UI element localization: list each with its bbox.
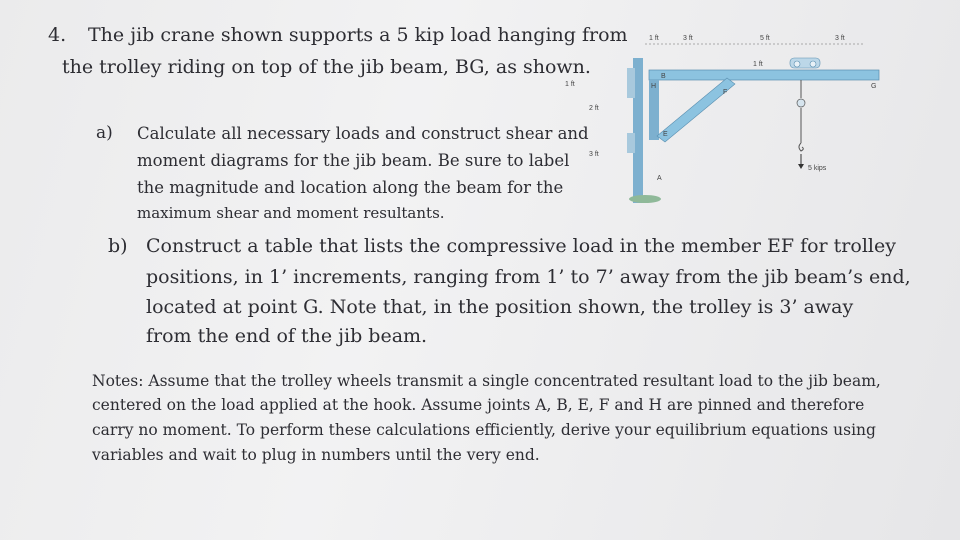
- label-h: H: [651, 83, 657, 90]
- dim-top-1ft: 1 ft: [649, 35, 659, 42]
- jib-crane-figure: [565, 28, 895, 203]
- load-arrow-head-icon: [798, 164, 804, 169]
- question-text-line-2: the trolley riding on top of the jib beam, BG, as shown.: [62, 56, 591, 78]
- trolley-wheel-right-icon: [810, 61, 816, 67]
- mast-bracket-top: [627, 68, 635, 98]
- dim-top-3ft: 3 ft: [683, 35, 693, 42]
- label-b: B: [661, 73, 666, 80]
- dim-left-1ft: 1 ft: [565, 81, 575, 88]
- jib-beam-bg: [649, 70, 879, 80]
- base-support: [629, 195, 661, 203]
- trolley-wheel-left-icon: [794, 61, 800, 67]
- label-a: A: [657, 175, 662, 182]
- label-f: F: [723, 89, 728, 96]
- dim-top-5ft: 5 ft: [760, 35, 770, 42]
- label-g: G: [871, 83, 877, 90]
- load-label: 5 kips: [808, 165, 827, 172]
- part-b-label: b): [108, 235, 128, 257]
- dim-left-3ft: 3 ft: [589, 151, 599, 158]
- mast-bracket-mid: [627, 133, 635, 153]
- notes-line-3: carry no moment. To perform these calculations efficiently, derive your equilibrium equations using: [92, 421, 876, 439]
- notes-line-4: variables and wait to plug in numbers until the very end.: [92, 446, 540, 464]
- hoist-block-icon: [797, 99, 805, 107]
- hook-icon: [799, 143, 803, 151]
- strut-ef: [657, 78, 735, 142]
- part-b-line-3: located at point G. Note that, in the position shown, the trolley is 3’ away: [146, 296, 854, 318]
- part-b-line-2: positions, in 1’ increments, ranging from 1’ to 7’ away from the jib beam’s end,: [146, 266, 911, 288]
- notes-line-1: Notes: Assume that the trolley wheels transmit a single concentrated resultant load to the jib beam,: [92, 372, 881, 390]
- dim-top-3ft-end: 3 ft: [835, 35, 845, 42]
- part-a-line-3: the magnitude and location along the beam for the: [137, 178, 564, 197]
- part-a-line-2: moment diagrams for the jib beam. Be sure to label: [137, 151, 570, 170]
- dim-small-1ft: 1 ft: [753, 61, 763, 68]
- part-b-line-4: from the end of the jib beam.: [146, 325, 428, 347]
- part-a-line-1: Calculate all necessary loads and construct shear and: [137, 124, 589, 143]
- part-b-line-1: Construct a table that lists the compressive load in the member EF for trolley: [146, 235, 896, 257]
- question-number: 4.: [48, 24, 67, 46]
- part-a-line-4: maximum shear and moment resultants.: [137, 204, 445, 222]
- question-text-line-1: The jib crane shown supports a 5 kip load hanging from: [88, 24, 628, 46]
- dim-left-2ft: 2 ft: [589, 105, 599, 112]
- part-a-label: a): [96, 123, 113, 143]
- label-e: E: [663, 131, 668, 138]
- notes-line-2: centered on the load applied at the hook. Assume joints A, B, E, F and H are pinned and therefore: [92, 396, 865, 414]
